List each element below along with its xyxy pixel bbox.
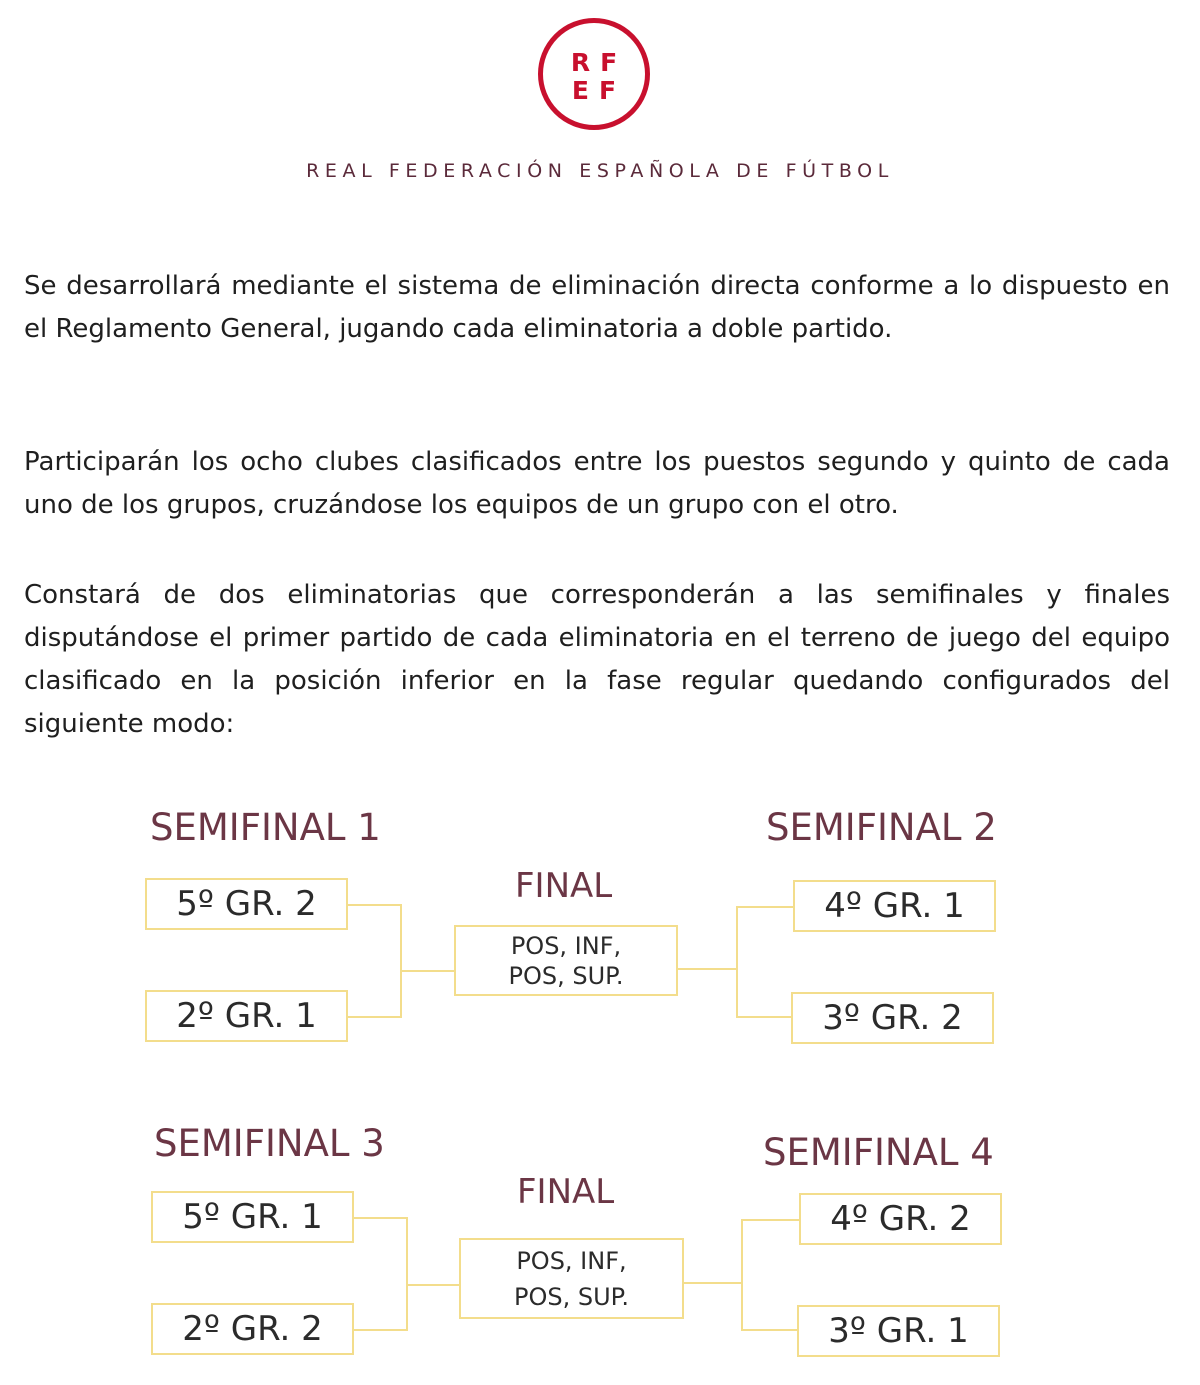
final-1-box [454,925,678,996]
connector-line [348,1016,401,1018]
semifinal-1-title: SEMIFINAL 1 [150,806,381,849]
final-line: POS, SUP. [508,961,624,990]
semifinal-4-title: SEMIFINAL 4 [763,1131,994,1174]
final-1-title: FINAL [515,866,613,906]
semifinal-2-title: SEMIFINAL 2 [766,806,997,849]
paragraph-rounds: Constará de dos eliminatorias que corresponderán a las semifinales y finales disputándose el primer partido de cada eliminatoria en el terreno de juego del equipo clasificado en la posición inferior en la fase regular quedando configurados del siguiente modo: [24,580,1170,739]
team-box: 4º GR. 1 [793,880,996,932]
connector-line [678,968,738,970]
semifinal-3-title: SEMIFINAL 3 [154,1122,385,1165]
connector-line [736,906,738,1018]
connector-line [406,1284,459,1286]
team-box: 5º GR. 2 [145,878,348,930]
team-box: 3º GR. 2 [791,992,994,1044]
connector-line [354,1217,407,1219]
connector-line [741,1329,797,1331]
connector-line [348,904,401,906]
connector-line [684,1282,743,1284]
connector-line [736,906,793,908]
paragraph-system: Se desarrollará mediante el sistema de eliminación directa conforme a lo dispuesto en el Reglamento General, jugando cada eliminatoria a doble partido. [24,271,1170,344]
team-box: 4º GR. 2 [799,1193,1002,1245]
team-box: 2º GR. 1 [145,990,348,1042]
final-line: POS, SUP. [513,1282,630,1311]
final-line: POS, INF, [516,1246,627,1275]
final-line: POS, INF, [510,931,622,960]
connector-line [406,1217,408,1331]
connector-line [741,1219,799,1221]
connector-line [741,1219,743,1331]
connector-line [354,1329,407,1331]
connector-line [400,904,402,1018]
org-name: REAL FEDERACIÓN ESPAÑOLA DE FÚTBOL [306,160,894,182]
team-box: 2º GR. 2 [151,1303,354,1355]
connector-line [400,970,454,972]
connector-line [736,1016,791,1018]
rfef-logo [538,18,650,130]
logo-lettering: RF EF [570,48,628,105]
final-2-box [459,1238,684,1319]
final-2-title: FINAL [517,1172,615,1212]
team-box: 3º GR. 1 [797,1305,1000,1357]
team-box: 5º GR. 1 [151,1191,354,1243]
paragraph-participants: Participarán los ocho clubes clasificados entre los puestos segundo y quinto de cada uno de los grupos, cruzándose los equipos de un grupo con el otro. [24,447,1170,520]
